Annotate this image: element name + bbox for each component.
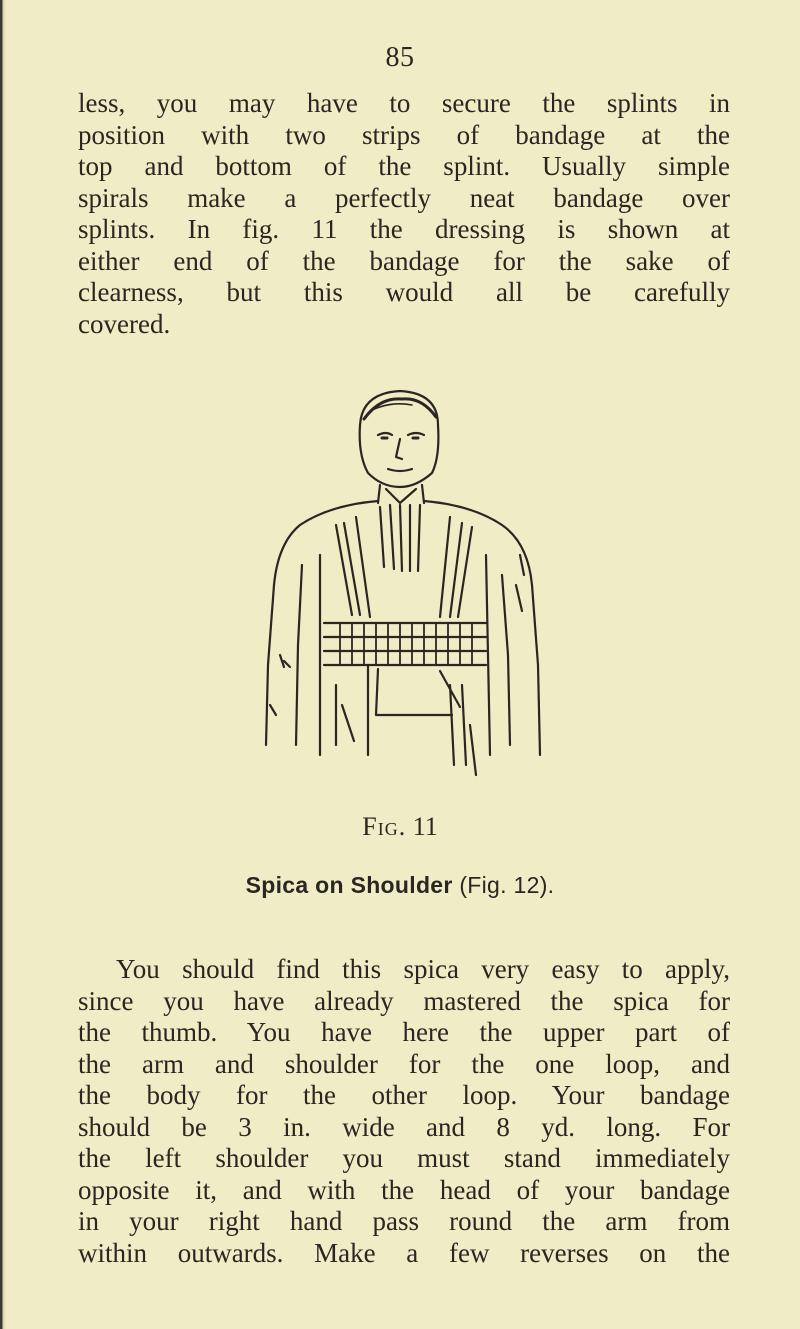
page-binding-edge [0, 0, 6, 1329]
text-line: since you have already mastered the spica for [78, 985, 730, 1016]
figure-caption [0, 812, 800, 842]
text-line: the body for the other loop. Your bandage [78, 1080, 730, 1110]
caption-label: Fig. [362, 812, 407, 841]
text-line: opposite it, and with the head of your bandage [78, 1174, 730, 1205]
text-line: clearness, but this would all be carefully [78, 277, 730, 307]
page-number: 85 [385, 42, 415, 73]
text-line: covered. [78, 308, 171, 339]
heading-figure-ref: (Fig. 12). [459, 872, 555, 898]
text-line: splints. In fig. 11 the dressing is shown at [78, 214, 730, 244]
caption-number: 11 [412, 812, 438, 841]
bandaged-torso-illustration [240, 385, 570, 785]
text-line: in your right hand pass round the arm from [78, 1206, 730, 1236]
text-line: less, you may have to secure the splints in [78, 88, 730, 118]
heading-title: Spica on Shoulder [245, 872, 453, 898]
text-line: within outwards. Make a few reverses on the [78, 1237, 730, 1268]
text-line: You should find this spica very easy to apply, [116, 954, 730, 984]
text-line: the arm and shoulder for the one loop, and [78, 1048, 730, 1079]
text-line: top and bottom of the splint. Usually simple [78, 151, 730, 181]
text-line: the thumb. You have here the upper part of [78, 1017, 730, 1047]
text-line: should be 3 in. wide and 8 yd. long. For [78, 1111, 730, 1142]
text-line: spirals make a perfectly neat bandage over [78, 182, 730, 213]
text-line: position with two strips of bandage at the [78, 119, 730, 150]
top-paragraph [78, 88, 730, 340]
text-line: either end of the bandage for the sake of [78, 245, 730, 276]
section-heading [0, 872, 800, 899]
text-line: the left shoulder you must stand immediately [78, 1143, 730, 1173]
bottom-paragraph [78, 954, 730, 1269]
